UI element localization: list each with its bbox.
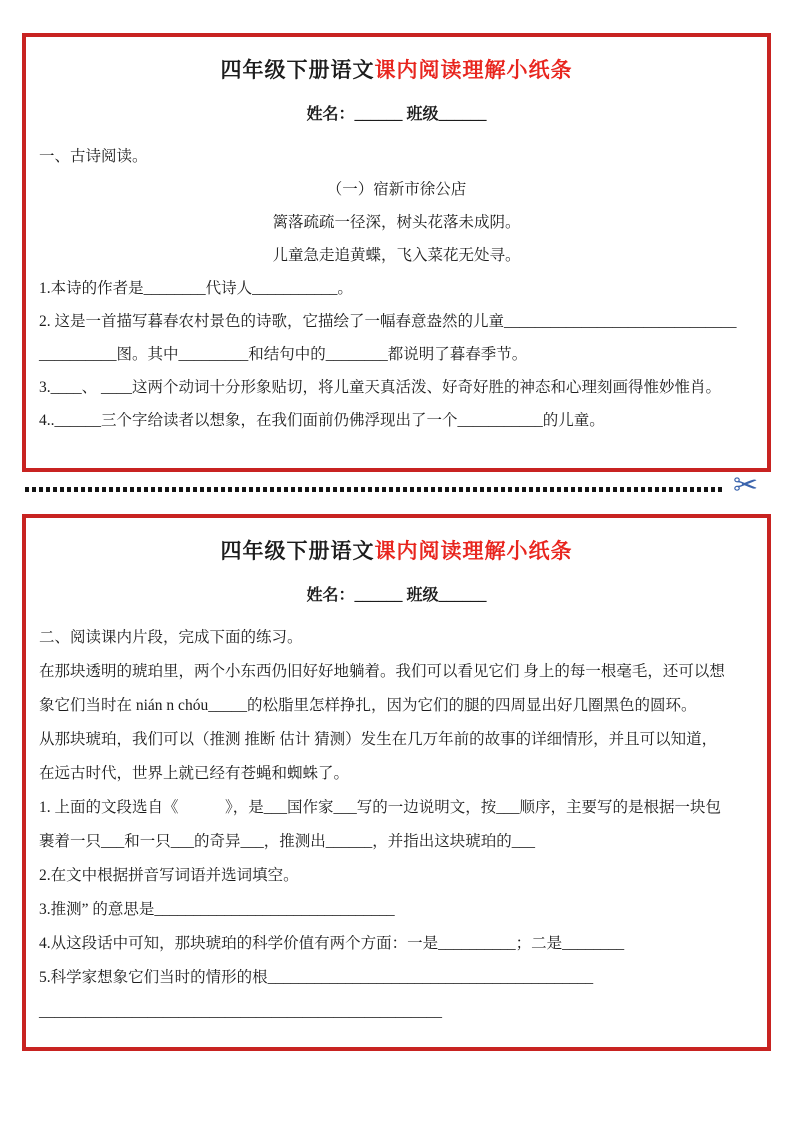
slip2-name-class-line: 姓名：______ 班级______ [306, 587, 487, 604]
slip1-title [39, 54, 754, 84]
slip1-title-black: 四年级下册语文 [220, 58, 375, 82]
slip1-section-heading: 一、古诗阅读。 [39, 148, 148, 165]
slip1-question-line: 3.____、 ____这两个动词十分形象贴切，将儿童天真活泼、好奇好胜的神态和心理刻画得惟妙惟肖。 [39, 379, 722, 396]
slip1-question-line: __________图。其中_________和结句中的________都说明了暮春季节。 [39, 346, 528, 363]
slip2-question-line: 5.科学家想象它们当时的情形的根__________________________________________ [39, 969, 594, 986]
slip1-poem-line: 儿童急走追黄蝶，飞入菜花无处寻。 [272, 247, 521, 264]
slip2-question-line: 裹着一只___和一只___的奇异___，推测出______，并指出这块琥珀的___ [39, 833, 536, 850]
slip1-poem-line: 篱落疏疏一径深，树头花落未成阴。 [272, 214, 521, 231]
slip1-title-red: 课内阅读理解小纸条 [374, 58, 573, 82]
worksheet-slip-1 [22, 33, 771, 472]
slip2-question-line: 2.在文中根据拼音写词语并选词填空。 [39, 867, 299, 884]
slip2-passage-line: 象它们当时在 nián n chóu_____的松脂里怎样挣扎，因为它们的腿的四周显出好几圈黑色的圆环。 [39, 697, 697, 714]
slip2-passage-line: 从那块琥珀，我们可以（推测 推断 估计 猜测）发生在几万年前的故事的详细情形，并且可以知道， [39, 731, 718, 748]
slip2-question-line: 3.推测” 的意思是_______________________________ [39, 901, 395, 918]
slip2-passage-line: 在那块透明的琥珀里，两个小东西仍旧好好地躺着。我们可以看见它们 身上的每一根毫毛，还可以想 [39, 663, 725, 680]
slip1-question-line: 4..______三个字给读者以想象，在我们面前仍佛浮现出了一个___________的儿童。 [39, 412, 605, 429]
slip2-question-line: ____________________________________________________ [39, 1003, 442, 1020]
scissors-icon: ✂ [733, 468, 759, 503]
slip2-question-line: 1. 上面的文段选自《 》，是___国作家___写的一边说明文，按___顺序，主要写的是根据一块包 [39, 799, 722, 816]
slip1-question-line: 2. 这是一首描写暮春农村景色的诗歌，它描绘了一幅春意盎然的儿童______________________________ [39, 313, 737, 330]
slip1-poem-title: （一）宿新市徐公店 [326, 181, 467, 198]
cut-dotted-line [25, 487, 723, 492]
slip1-question-line: 1.本诗的作者是________代诗人___________。 [39, 280, 353, 297]
slip2-section-heading: 二、阅读课内片段，完成下面的练习。 [39, 629, 303, 646]
slip2-passage-line: 在远古时代，世界上就已经有苍蝇和蜘蛛了。 [39, 765, 350, 782]
slip2-title-black: 四年级下册语文 [220, 539, 375, 563]
worksheet-slip-2 [22, 514, 771, 1051]
slip2-title [39, 535, 754, 565]
slip1-name-class-line: 姓名：______ 班级______ [306, 106, 487, 123]
slip2-title-red: 课内阅读理解小纸条 [374, 539, 573, 563]
slip2-question-line: 4.从这段话中可知，那块琥珀的科学价值有两个方面：一是__________；二是________ [39, 935, 625, 952]
